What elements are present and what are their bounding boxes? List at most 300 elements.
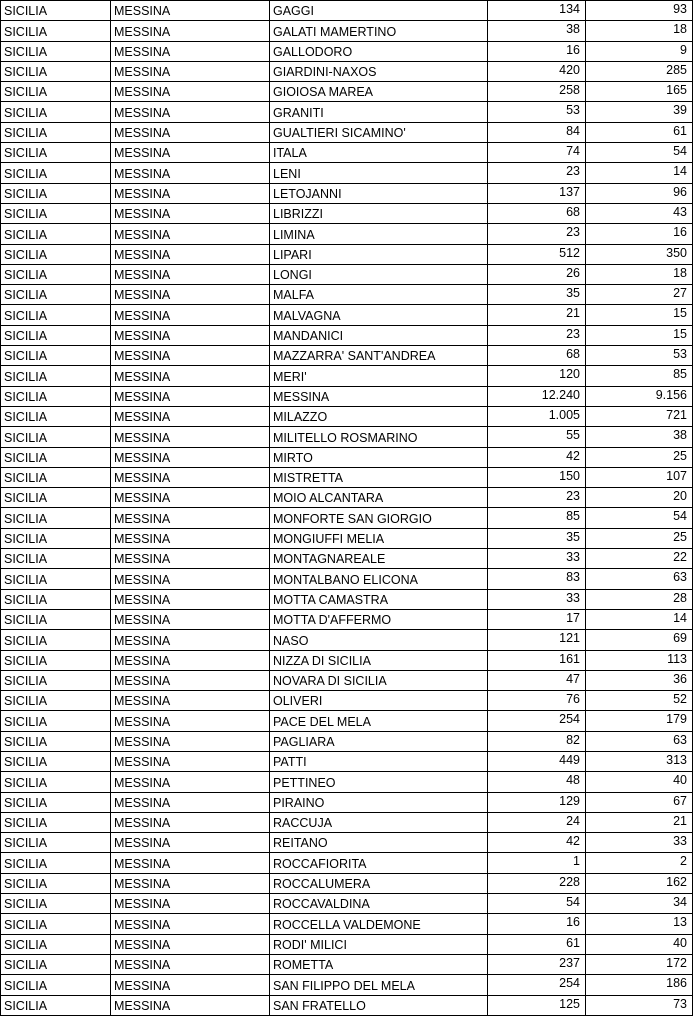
region-cell: SICILIA: [1, 894, 111, 914]
table-row: [1, 1, 693, 21]
municipality-cell: LONGI: [270, 264, 488, 284]
province-cell: MESSINA: [111, 792, 270, 812]
table-row: [1, 21, 693, 41]
table-row: [1, 467, 693, 487]
value2-cell: 54: [586, 508, 693, 528]
value1-cell: 54: [488, 894, 586, 914]
region-cell: SICILIA: [1, 670, 111, 690]
province-cell: MESSINA: [111, 325, 270, 345]
municipality-cell: MERI': [270, 366, 488, 386]
value2-cell: 15: [586, 305, 693, 325]
region-cell: SICILIA: [1, 82, 111, 102]
region-cell: SICILIA: [1, 995, 111, 1015]
province-cell: MESSINA: [111, 305, 270, 325]
region-cell: SICILIA: [1, 427, 111, 447]
municipality-cell: PAGLIARA: [270, 731, 488, 751]
table-row: [1, 183, 693, 203]
province-cell: MESSINA: [111, 528, 270, 548]
province-cell: MESSINA: [111, 549, 270, 569]
table-row: [1, 488, 693, 508]
value2-cell: 13: [586, 914, 693, 934]
municipality-cell: GALLODORO: [270, 41, 488, 61]
table-row: [1, 549, 693, 569]
municipality-cell: MOTTA D'AFFERMO: [270, 609, 488, 629]
table-row: [1, 691, 693, 711]
value1-cell: 12.240: [488, 386, 586, 406]
municipality-cell: PETTINEO: [270, 772, 488, 792]
table-row: [1, 630, 693, 650]
value1-cell: 33: [488, 549, 586, 569]
value2-cell: 9: [586, 41, 693, 61]
table-row: [1, 934, 693, 954]
region-cell: SICILIA: [1, 467, 111, 487]
value1-cell: 38: [488, 21, 586, 41]
region-cell: SICILIA: [1, 1, 111, 21]
value1-cell: 137: [488, 183, 586, 203]
province-cell: MESSINA: [111, 41, 270, 61]
table-row: [1, 792, 693, 812]
value1-cell: 55: [488, 427, 586, 447]
value2-cell: 285: [586, 61, 693, 81]
value2-cell: 21: [586, 812, 693, 832]
value1-cell: 26: [488, 264, 586, 284]
municipality-cell: NOVARA DI SICILIA: [270, 670, 488, 690]
value1-cell: 68: [488, 203, 586, 223]
province-cell: MESSINA: [111, 894, 270, 914]
municipality-cell: ROCCELLA VALDEMONE: [270, 914, 488, 934]
municipality-cell: MILITELLO ROSMARINO: [270, 427, 488, 447]
value2-cell: 25: [586, 447, 693, 467]
province-cell: MESSINA: [111, 61, 270, 81]
value1-cell: 258: [488, 82, 586, 102]
region-cell: SICILIA: [1, 122, 111, 142]
table-row: [1, 833, 693, 853]
municipality-cell: MIRTO: [270, 447, 488, 467]
province-cell: MESSINA: [111, 691, 270, 711]
value2-cell: 350: [586, 244, 693, 264]
value1-cell: 53: [488, 102, 586, 122]
region-cell: SICILIA: [1, 630, 111, 650]
region-cell: SICILIA: [1, 285, 111, 305]
region-cell: SICILIA: [1, 21, 111, 41]
region-cell: SICILIA: [1, 264, 111, 284]
province-cell: MESSINA: [111, 873, 270, 893]
value1-cell: 82: [488, 731, 586, 751]
municipality-cell: ROMETTA: [270, 954, 488, 974]
table-row: [1, 264, 693, 284]
value2-cell: 16: [586, 224, 693, 244]
value2-cell: 107: [586, 467, 693, 487]
value2-cell: 36: [586, 670, 693, 690]
province-cell: MESSINA: [111, 102, 270, 122]
province-cell: MESSINA: [111, 833, 270, 853]
table-row: [1, 812, 693, 832]
value2-cell: 38: [586, 427, 693, 447]
value1-cell: 228: [488, 873, 586, 893]
municipality-cell: MALFA: [270, 285, 488, 305]
value1-cell: 17: [488, 609, 586, 629]
region-cell: SICILIA: [1, 447, 111, 467]
value2-cell: 186: [586, 975, 693, 995]
value2-cell: 85: [586, 366, 693, 386]
value2-cell: 18: [586, 21, 693, 41]
province-cell: MESSINA: [111, 569, 270, 589]
municipality-cell: LENI: [270, 163, 488, 183]
province-cell: MESSINA: [111, 366, 270, 386]
value1-cell: 23: [488, 224, 586, 244]
province-cell: MESSINA: [111, 264, 270, 284]
municipality-cell: MONTALBANO ELICONA: [270, 569, 488, 589]
province-cell: MESSINA: [111, 650, 270, 670]
table-row: [1, 995, 693, 1015]
table-row: [1, 325, 693, 345]
province-cell: MESSINA: [111, 203, 270, 223]
value2-cell: 69: [586, 630, 693, 650]
municipality-cell: GIARDINI-NAXOS: [270, 61, 488, 81]
value1-cell: 254: [488, 975, 586, 995]
municipality-cell: MALVAGNA: [270, 305, 488, 325]
region-cell: SICILIA: [1, 711, 111, 731]
region-cell: SICILIA: [1, 691, 111, 711]
municipality-cell: NIZZA DI SICILIA: [270, 650, 488, 670]
value2-cell: 43: [586, 203, 693, 223]
value2-cell: 162: [586, 873, 693, 893]
value1-cell: 1: [488, 853, 586, 873]
province-cell: MESSINA: [111, 609, 270, 629]
value1-cell: 42: [488, 447, 586, 467]
value2-cell: 96: [586, 183, 693, 203]
region-cell: SICILIA: [1, 102, 111, 122]
province-cell: MESSINA: [111, 224, 270, 244]
municipality-cell: MONFORTE SAN GIORGIO: [270, 508, 488, 528]
value2-cell: 61: [586, 122, 693, 142]
value2-cell: 14: [586, 609, 693, 629]
province-cell: MESSINA: [111, 670, 270, 690]
municipality-cell: RACCUJA: [270, 812, 488, 832]
value2-cell: 40: [586, 934, 693, 954]
region-cell: SICILIA: [1, 914, 111, 934]
municipality-cell: MILAZZO: [270, 406, 488, 426]
value2-cell: 63: [586, 731, 693, 751]
value1-cell: 237: [488, 954, 586, 974]
table-row: [1, 670, 693, 690]
municipality-cell: NASO: [270, 630, 488, 650]
province-cell: MESSINA: [111, 183, 270, 203]
value1-cell: 85: [488, 508, 586, 528]
province-cell: MESSINA: [111, 853, 270, 873]
value2-cell: 27: [586, 285, 693, 305]
municipality-cell: RODI' MILICI: [270, 934, 488, 954]
province-cell: MESSINA: [111, 143, 270, 163]
table-row: [1, 224, 693, 244]
table-body: [1, 1, 693, 1016]
value2-cell: 93: [586, 1, 693, 21]
region-cell: SICILIA: [1, 406, 111, 426]
table-row: [1, 975, 693, 995]
region-cell: SICILIA: [1, 163, 111, 183]
value1-cell: 120: [488, 366, 586, 386]
province-cell: MESSINA: [111, 1, 270, 21]
value1-cell: 76: [488, 691, 586, 711]
region-cell: SICILIA: [1, 244, 111, 264]
table-row: [1, 609, 693, 629]
table-row: [1, 102, 693, 122]
municipality-cell: ROCCALUMERA: [270, 873, 488, 893]
municipality-cell: LIPARI: [270, 244, 488, 264]
value1-cell: 61: [488, 934, 586, 954]
province-cell: MESSINA: [111, 122, 270, 142]
table-row: [1, 508, 693, 528]
table-row: [1, 203, 693, 223]
value1-cell: 42: [488, 833, 586, 853]
value1-cell: 24: [488, 812, 586, 832]
municipality-cell: REITANO: [270, 833, 488, 853]
province-cell: MESSINA: [111, 954, 270, 974]
value2-cell: 52: [586, 691, 693, 711]
province-cell: MESSINA: [111, 589, 270, 609]
municipality-cell: LIBRIZZI: [270, 203, 488, 223]
value2-cell: 20: [586, 488, 693, 508]
municipality-cell: GRANITI: [270, 102, 488, 122]
region-cell: SICILIA: [1, 325, 111, 345]
value1-cell: 1.005: [488, 406, 586, 426]
region-cell: SICILIA: [1, 812, 111, 832]
table-row: [1, 751, 693, 771]
value1-cell: 129: [488, 792, 586, 812]
province-cell: MESSINA: [111, 386, 270, 406]
value1-cell: 512: [488, 244, 586, 264]
municipality-cell: LIMINA: [270, 224, 488, 244]
region-cell: SICILIA: [1, 731, 111, 751]
value2-cell: 15: [586, 325, 693, 345]
table-row: [1, 346, 693, 366]
value2-cell: 67: [586, 792, 693, 812]
region-cell: SICILIA: [1, 549, 111, 569]
province-cell: MESSINA: [111, 285, 270, 305]
value1-cell: 74: [488, 143, 586, 163]
municipality-cell: GALATI MAMERTINO: [270, 21, 488, 41]
table-row: [1, 569, 693, 589]
province-cell: MESSINA: [111, 244, 270, 264]
region-cell: SICILIA: [1, 751, 111, 771]
region-cell: SICILIA: [1, 609, 111, 629]
region-cell: SICILIA: [1, 143, 111, 163]
municipality-cell: MONGIUFFI MELIA: [270, 528, 488, 548]
value1-cell: 125: [488, 995, 586, 1015]
value2-cell: 25: [586, 528, 693, 548]
table-row: [1, 711, 693, 731]
table-row: [1, 772, 693, 792]
value2-cell: 313: [586, 751, 693, 771]
municipality-cell: GUALTIERI SICAMINO': [270, 122, 488, 142]
municipality-cell: SAN FRATELLO: [270, 995, 488, 1015]
table-row: [1, 305, 693, 325]
value1-cell: 16: [488, 914, 586, 934]
table-row: [1, 589, 693, 609]
province-cell: MESSINA: [111, 21, 270, 41]
table-row: [1, 406, 693, 426]
value1-cell: 134: [488, 1, 586, 21]
province-cell: MESSINA: [111, 772, 270, 792]
value2-cell: 165: [586, 82, 693, 102]
municipality-cell: MANDANICI: [270, 325, 488, 345]
value2-cell: 34: [586, 894, 693, 914]
value1-cell: 35: [488, 285, 586, 305]
value1-cell: 16: [488, 41, 586, 61]
region-cell: SICILIA: [1, 975, 111, 995]
province-cell: MESSINA: [111, 934, 270, 954]
table-row: [1, 873, 693, 893]
region-cell: SICILIA: [1, 528, 111, 548]
region-cell: SICILIA: [1, 873, 111, 893]
municipality-cell: PATTI: [270, 751, 488, 771]
value2-cell: 40: [586, 772, 693, 792]
table-row: [1, 954, 693, 974]
municipality-cell: MONTAGNAREALE: [270, 549, 488, 569]
province-cell: MESSINA: [111, 467, 270, 487]
table-row: [1, 427, 693, 447]
value2-cell: 53: [586, 346, 693, 366]
municipality-cell: MOIO ALCANTARA: [270, 488, 488, 508]
value2-cell: 9.156: [586, 386, 693, 406]
municipality-cell: SAN FILIPPO DEL MELA: [270, 975, 488, 995]
province-cell: MESSINA: [111, 975, 270, 995]
table-row: [1, 650, 693, 670]
region-cell: SICILIA: [1, 305, 111, 325]
municipality-cell: PIRAINO: [270, 792, 488, 812]
table-row: [1, 122, 693, 142]
table-row: [1, 914, 693, 934]
table-row: [1, 244, 693, 264]
value2-cell: 39: [586, 102, 693, 122]
value1-cell: 23: [488, 163, 586, 183]
municipality-cell: ROCCAFIORITA: [270, 853, 488, 873]
province-cell: MESSINA: [111, 751, 270, 771]
region-cell: SICILIA: [1, 41, 111, 61]
value2-cell: 14: [586, 163, 693, 183]
region-cell: SICILIA: [1, 569, 111, 589]
value1-cell: 47: [488, 670, 586, 690]
province-cell: MESSINA: [111, 346, 270, 366]
province-cell: MESSINA: [111, 630, 270, 650]
value2-cell: 2: [586, 853, 693, 873]
value2-cell: 28: [586, 589, 693, 609]
value2-cell: 113: [586, 650, 693, 670]
region-cell: SICILIA: [1, 934, 111, 954]
region-cell: SICILIA: [1, 346, 111, 366]
province-cell: MESSINA: [111, 731, 270, 751]
municipality-cell: GAGGI: [270, 1, 488, 21]
region-cell: SICILIA: [1, 203, 111, 223]
value1-cell: 150: [488, 467, 586, 487]
municipality-cell: PACE DEL MELA: [270, 711, 488, 731]
municipality-cell: GIOIOSA MAREA: [270, 82, 488, 102]
value1-cell: 449: [488, 751, 586, 771]
province-cell: MESSINA: [111, 488, 270, 508]
province-cell: MESSINA: [111, 914, 270, 934]
municipality-cell: LETOJANNI: [270, 183, 488, 203]
table-row: [1, 366, 693, 386]
table-row: [1, 386, 693, 406]
table-row: [1, 853, 693, 873]
table-row: [1, 82, 693, 102]
region-cell: SICILIA: [1, 589, 111, 609]
region-cell: SICILIA: [1, 488, 111, 508]
table-row: [1, 285, 693, 305]
table-row: [1, 163, 693, 183]
value1-cell: 33: [488, 589, 586, 609]
province-cell: MESSINA: [111, 406, 270, 426]
table-row: [1, 41, 693, 61]
value1-cell: 84: [488, 122, 586, 142]
region-cell: SICILIA: [1, 183, 111, 203]
value2-cell: 179: [586, 711, 693, 731]
province-cell: MESSINA: [111, 447, 270, 467]
value1-cell: 48: [488, 772, 586, 792]
municipality-cell: MOTTA CAMASTRA: [270, 589, 488, 609]
value1-cell: 23: [488, 325, 586, 345]
region-cell: SICILIA: [1, 833, 111, 853]
region-cell: SICILIA: [1, 386, 111, 406]
table-row: [1, 447, 693, 467]
table-row: [1, 61, 693, 81]
value1-cell: 21: [488, 305, 586, 325]
province-cell: MESSINA: [111, 163, 270, 183]
region-cell: SICILIA: [1, 650, 111, 670]
region-cell: SICILIA: [1, 954, 111, 974]
province-cell: MESSINA: [111, 711, 270, 731]
value1-cell: 68: [488, 346, 586, 366]
value2-cell: 63: [586, 569, 693, 589]
municipality-cell: MESSINA: [270, 386, 488, 406]
municipality-cell: OLIVERI: [270, 691, 488, 711]
value2-cell: 54: [586, 143, 693, 163]
municipality-cell: ITALA: [270, 143, 488, 163]
region-cell: SICILIA: [1, 853, 111, 873]
value1-cell: 83: [488, 569, 586, 589]
region-cell: SICILIA: [1, 772, 111, 792]
value1-cell: 420: [488, 61, 586, 81]
value2-cell: 721: [586, 406, 693, 426]
value2-cell: 33: [586, 833, 693, 853]
municipality-cell: MISTRETTA: [270, 467, 488, 487]
region-cell: SICILIA: [1, 224, 111, 244]
region-cell: SICILIA: [1, 61, 111, 81]
region-cell: SICILIA: [1, 366, 111, 386]
table-row: [1, 528, 693, 548]
value1-cell: 254: [488, 711, 586, 731]
region-cell: SICILIA: [1, 508, 111, 528]
province-cell: MESSINA: [111, 82, 270, 102]
municipality-cell: ROCCAVALDINA: [270, 894, 488, 914]
value1-cell: 35: [488, 528, 586, 548]
province-cell: MESSINA: [111, 812, 270, 832]
table-row: [1, 894, 693, 914]
value1-cell: 23: [488, 488, 586, 508]
municipality-cell: MAZZARRA' SANT'ANDREA: [270, 346, 488, 366]
table-row: [1, 143, 693, 163]
value1-cell: 121: [488, 630, 586, 650]
province-cell: MESSINA: [111, 995, 270, 1015]
value2-cell: 18: [586, 264, 693, 284]
value1-cell: 161: [488, 650, 586, 670]
table-row: [1, 731, 693, 751]
province-cell: MESSINA: [111, 508, 270, 528]
value2-cell: 22: [586, 549, 693, 569]
region-cell: SICILIA: [1, 792, 111, 812]
value2-cell: 73: [586, 995, 693, 1015]
province-cell: MESSINA: [111, 427, 270, 447]
